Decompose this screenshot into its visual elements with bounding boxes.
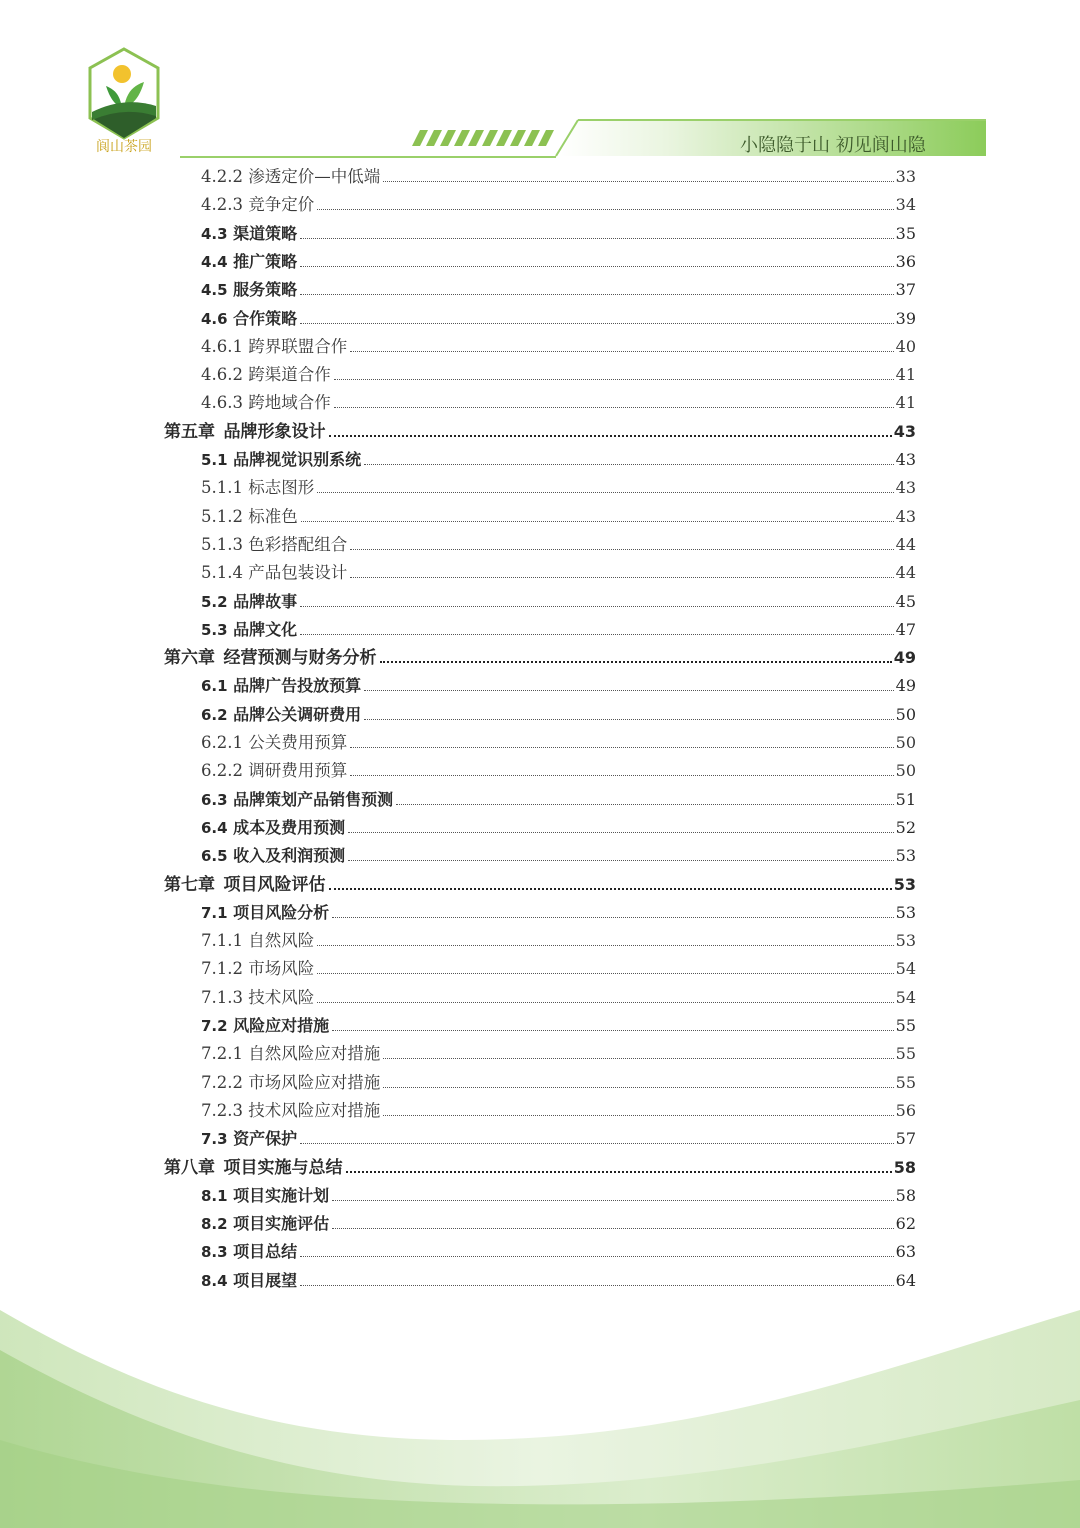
- toc-entry[interactable]: [201, 951, 916, 979]
- toc-entry-label: [201, 931, 315, 951]
- toc-entry[interactable]: [201, 782, 916, 810]
- toc-page-number: 39: [895, 308, 916, 328]
- toc-entry-title: 标准色: [248, 506, 298, 526]
- toc-entry-number: 4.4: [201, 252, 228, 271]
- toc-page-number: 36: [895, 251, 916, 271]
- toc-entry-number: 7.1.2: [201, 959, 243, 979]
- toc-entry-number: 6.4: [201, 818, 228, 837]
- toc-entry-number: 7.1.3: [201, 987, 243, 1007]
- toc-entry[interactable]: [201, 187, 916, 215]
- toc-leader-dots: [300, 605, 893, 607]
- toc-leader-dots: [396, 803, 893, 805]
- toc-entry-number: 4.6.3: [201, 393, 243, 413]
- toc-leader-dots: [334, 378, 894, 380]
- toc-entry-title: 竞争定价: [248, 195, 315, 215]
- toc-leader-dots: [300, 237, 893, 239]
- toc-page-number: 44: [895, 563, 916, 583]
- toc-leader-dots: [383, 180, 893, 182]
- toc-leader-dots: [334, 406, 894, 408]
- toc-leader-dots: [332, 1199, 893, 1201]
- toc-page-number: 53: [895, 846, 916, 866]
- toc-entry-label: [201, 252, 298, 272]
- toc-page-number: 43: [893, 421, 916, 441]
- toc-entry-number: 7.2: [201, 1017, 228, 1035]
- toc-entry[interactable]: [201, 499, 916, 527]
- toc-leader-dots: [350, 350, 893, 352]
- toc-leader-dots: [300, 1255, 893, 1257]
- toc-entry-title: 品牌视觉识别系统: [233, 450, 362, 469]
- toc-entry-title: 技术风险: [248, 987, 315, 1007]
- toc-entry-title: 风险应对措施: [233, 1016, 330, 1035]
- toc-page-number: 43: [895, 506, 916, 526]
- toc-leader-dots: [300, 293, 893, 295]
- toc-entry-label: [164, 422, 327, 442]
- toc-page-number: 57: [895, 1129, 916, 1149]
- toc-page-number: 49: [893, 648, 916, 668]
- toc-leader-dots: [317, 491, 893, 493]
- toc-leader-dots: [348, 831, 893, 833]
- toc-entry-label: [201, 195, 315, 215]
- toc-page-number: 43: [895, 478, 916, 498]
- toc-entry-label: [201, 1073, 381, 1093]
- toc-entry[interactable]: [201, 810, 916, 838]
- toc-entry-title: 技术风险应对措施: [248, 1100, 381, 1120]
- toc-leader-dots: [383, 1086, 893, 1088]
- toc-entry-label: [201, 959, 315, 979]
- toc-page-number: 44: [895, 534, 916, 554]
- toc-entry[interactable]: [201, 1093, 916, 1121]
- toc-leader-dots: [301, 520, 894, 522]
- toc-entry-title: 项目实施计划: [233, 1185, 330, 1205]
- toc-page-number: 33: [895, 167, 916, 186]
- toc-entry-label: [201, 733, 348, 753]
- toc-entry[interactable]: [201, 385, 916, 413]
- toc-entry[interactable]: [201, 923, 916, 951]
- toc-entry-label: [201, 1016, 330, 1036]
- toc-entry-label: [201, 620, 298, 640]
- toc-page-number: 55: [895, 1016, 916, 1035]
- toc-entry[interactable]: [201, 1234, 916, 1262]
- toc-entry-label: [201, 705, 362, 725]
- toc-entry[interactable]: [201, 1178, 916, 1206]
- toc-page-number: 64: [895, 1270, 916, 1290]
- toc-leader-dots: [350, 746, 893, 748]
- toc-leader-dots: [383, 1114, 893, 1116]
- toc-entry-title: 跨地域合作: [248, 393, 331, 413]
- toc-entry-number: 6.2.1: [201, 733, 243, 752]
- toc-entry[interactable]: [201, 470, 916, 498]
- toc-entry-title: 市场风险应对措施: [248, 1072, 381, 1092]
- toc-leader-dots: [317, 1001, 893, 1003]
- toc-page-number: 50: [895, 704, 916, 724]
- toc-leader-dots: [332, 1029, 893, 1031]
- toc-page-number: 49: [895, 676, 916, 696]
- toc-entry-number: 5.2: [201, 592, 228, 611]
- footer-wave-decoration: [0, 1290, 1080, 1528]
- toc-leader-dots: [317, 972, 893, 974]
- toc-entry-number: 4.3: [201, 224, 228, 243]
- toc-leader-dots: [329, 434, 892, 437]
- toc-page-number: 54: [895, 987, 916, 1007]
- toc-entry-title: 项目总结: [233, 1242, 298, 1262]
- toc-entry-number: 第八章: [164, 1157, 215, 1178]
- toc-entry[interactable]: [201, 216, 916, 244]
- toc-leader-dots: [300, 1142, 893, 1144]
- toc-page-number: 56: [895, 1100, 916, 1120]
- toc-entry-title: 自然风险: [248, 931, 315, 951]
- toc-entry[interactable]: [201, 329, 916, 357]
- toc-page-number: 52: [895, 817, 916, 837]
- toc-page-number: 55: [895, 1072, 916, 1092]
- toc-entry[interactable]: [201, 159, 916, 187]
- toc-page-number: 53: [895, 902, 916, 922]
- toc-entry[interactable]: [201, 753, 916, 781]
- toc-entry[interactable]: [201, 442, 916, 470]
- toc-page-number: 50: [895, 733, 916, 752]
- toc-entry-label: [201, 676, 362, 696]
- toc-page-number: 62: [895, 1214, 916, 1234]
- toc-entry-title: 品牌策划产品销售预测: [233, 789, 394, 809]
- toc-entry-number: 8.4: [201, 1271, 228, 1290]
- toc-entry[interactable]: [201, 301, 916, 329]
- toc-entry-label: [201, 167, 381, 187]
- toc-entry-label: [201, 1214, 330, 1234]
- toc-page-number: 34: [895, 195, 916, 215]
- toc-entry-label: [201, 224, 298, 244]
- toc-leader-dots: [317, 208, 893, 210]
- toc-entry[interactable]: [164, 1150, 916, 1178]
- toc-entry[interactable]: [201, 838, 916, 866]
- toc-entry-label: [201, 592, 298, 612]
- toc-entry-label: [201, 563, 348, 583]
- toc-entry-number: 8.2: [201, 1215, 228, 1234]
- toc-leader-dots: [380, 660, 892, 663]
- toc-entry-label: [201, 393, 332, 413]
- toc-entry-number: 5.1.4: [201, 563, 243, 583]
- toc-entry[interactable]: [201, 895, 916, 923]
- toc-entry-number: 4.2.2: [201, 167, 243, 186]
- toc-entry-title: 品牌文化: [233, 619, 298, 639]
- toc-page-number: 53: [895, 931, 916, 951]
- toc-entry-title: 品牌形象设计: [223, 421, 326, 442]
- toc-entry-label: [201, 1242, 298, 1262]
- toc-entry-title: 经营预测与财务分析: [223, 648, 377, 669]
- toc-entry-label: [201, 761, 348, 781]
- toc-entry[interactable]: [201, 1008, 916, 1036]
- toc-leader-dots: [364, 718, 893, 720]
- toc-entry-title: 项目实施评估: [233, 1214, 330, 1234]
- toc-entry-label: [201, 535, 348, 555]
- toc-entry-title: 调研费用预算: [248, 761, 348, 781]
- toc-entry-label: [164, 1158, 344, 1178]
- toc-page-number: 47: [895, 619, 916, 639]
- toc-entry-label: [201, 507, 299, 527]
- toc-entry-number: 5.1.3: [201, 534, 243, 554]
- toc-entry-title: 市场风险: [248, 959, 315, 979]
- toc-entry-number: 4.6.1: [201, 336, 243, 356]
- toc-leader-dots: [350, 774, 893, 776]
- toc-entry[interactable]: [201, 612, 916, 640]
- toc-entry-label: [201, 478, 315, 498]
- toc-page-number: 51: [895, 789, 916, 809]
- toc-page-number: 37: [895, 280, 916, 300]
- toc-leader-dots: [350, 548, 893, 550]
- toc-entry-title: 项目风险评估: [223, 874, 326, 895]
- logo-text: 阆山茶园: [96, 139, 152, 155]
- toc-entry[interactable]: [201, 584, 916, 612]
- toc-entry-number: 第七章: [164, 874, 215, 895]
- toc-entry[interactable]: [201, 1036, 916, 1064]
- toc-page-number: 55: [895, 1044, 916, 1064]
- toc-leader-dots: [300, 633, 893, 635]
- toc-entry-label: [201, 790, 394, 810]
- toc-entry-title: 色彩搭配组合: [248, 534, 348, 554]
- toc-entry-number: 4.6.2: [201, 365, 243, 385]
- toc-leader-dots: [332, 1227, 893, 1229]
- toc-page-number: 50: [895, 761, 916, 781]
- toc-entry-number: 4.2.3: [201, 195, 243, 215]
- toc-entry-label: [201, 903, 330, 923]
- toc-entry-label: [201, 1129, 298, 1149]
- toc-entry[interactable]: [164, 867, 916, 895]
- toc-entry-title: 公关费用预算: [248, 733, 348, 752]
- toc-page-number: 58: [895, 1185, 916, 1205]
- toc-entry-label: [201, 1044, 381, 1064]
- toc-entry-title: 标志图形: [248, 478, 315, 498]
- toc-entry-title: 渗透定价—中低端: [248, 167, 381, 186]
- toc-entry-label: [201, 309, 298, 329]
- toc-entry-title: 服务策略: [233, 280, 298, 300]
- toc-entry[interactable]: [201, 1065, 916, 1093]
- toc-entry-label: [201, 1186, 330, 1206]
- toc-page-number: 41: [895, 365, 916, 385]
- toc-page-number: 41: [895, 393, 916, 413]
- toc-entry-title: 跨界联盟合作: [248, 336, 348, 356]
- toc-entry-number: 8.3: [201, 1243, 228, 1262]
- toc-entry-number: 6.1: [201, 677, 228, 696]
- toc-page-number: 43: [895, 450, 916, 469]
- toc-entry-title: 品牌故事: [233, 591, 298, 611]
- toc-leader-dots: [317, 944, 893, 946]
- toc-entry-label: [201, 846, 346, 866]
- toc-entry-number: 4.6: [201, 309, 228, 328]
- toc-page-number: 45: [895, 591, 916, 611]
- toc-entry-title: 产品包装设计: [248, 563, 348, 583]
- toc-leader-dots: [329, 887, 892, 890]
- toc-entry-label: [201, 280, 298, 300]
- toc-entry-label: [201, 988, 315, 1008]
- toc-entry[interactable]: [201, 725, 916, 753]
- toc-entry-number: 6.2: [201, 705, 228, 724]
- toc-entry-number: 第六章: [164, 648, 215, 669]
- toc-leader-dots: [364, 689, 893, 691]
- toc-leader-dots: [348, 859, 893, 861]
- toc-entry[interactable]: [201, 555, 916, 583]
- toc-entry-label: [201, 1101, 381, 1121]
- toc-entry-label: [201, 365, 332, 385]
- toc-entry-number: 8.1: [201, 1186, 228, 1205]
- toc-entry[interactable]: [201, 357, 916, 385]
- toc-entry[interactable]: [201, 527, 916, 555]
- toc-entry-number: 7.3: [201, 1130, 228, 1149]
- toc-leader-dots: [350, 576, 893, 578]
- toc-entry-title: 合作策略: [233, 308, 298, 328]
- toc-page-number: 54: [895, 959, 916, 979]
- toc-entry-title: 资产保护: [233, 1129, 298, 1149]
- toc-entry-number: 7.2.1: [201, 1044, 243, 1064]
- toc-leader-dots: [300, 1284, 893, 1286]
- toc-entry-title: 项目展望: [233, 1270, 298, 1290]
- toc-entry[interactable]: [164, 640, 916, 668]
- toc-entry-number: 4.5: [201, 281, 228, 300]
- toc-entry-number: 5.1: [201, 451, 228, 469]
- toc-entry-number: 7.2.3: [201, 1100, 243, 1120]
- toc-entry[interactable]: [201, 1263, 916, 1291]
- toc-entry-title: 品牌广告投放预算: [233, 676, 362, 696]
- toc-entry-number: 第五章: [164, 421, 215, 442]
- toc-entry-number: 5.1.1: [201, 478, 243, 498]
- toc-leader-dots: [300, 322, 893, 324]
- toc-entry-title: 推广策略: [233, 251, 298, 271]
- toc-entry-label: [164, 648, 378, 668]
- toc-entry-title: 项目实施与总结: [223, 1157, 343, 1178]
- toc-entry-title: 项目风险分析: [233, 902, 330, 922]
- toc-entry-number: 5.3: [201, 620, 228, 639]
- toc-page-number: 40: [895, 336, 916, 356]
- toc-entry[interactable]: [201, 1121, 916, 1149]
- toc-entry[interactable]: [164, 414, 916, 442]
- toc-leader-dots: [300, 265, 893, 267]
- toc-entry-title: 渠道策略: [233, 223, 298, 243]
- toc-entry-label: [164, 875, 327, 895]
- toc-entry-number: 7.2.2: [201, 1072, 243, 1092]
- toc-entry-number: 6.2.2: [201, 761, 243, 781]
- toc-entry[interactable]: [201, 272, 916, 300]
- toc-entry-number: 7.1: [201, 903, 228, 922]
- toc-entry-title: 跨渠道合作: [248, 365, 331, 385]
- toc-leader-dots: [364, 463, 893, 465]
- toc-page-number: 35: [895, 223, 916, 243]
- toc-entry-number: 6.3: [201, 790, 228, 809]
- toc-leader-dots: [383, 1057, 893, 1059]
- toc-entry-label: [201, 1271, 298, 1291]
- toc-entry-label: [201, 337, 348, 357]
- toc-entry[interactable]: [201, 244, 916, 272]
- toc-page-number: 58: [893, 1157, 916, 1177]
- toc-leader-dots: [346, 1170, 892, 1173]
- toc-entry-title: 收入及利润预测: [233, 846, 346, 866]
- toc-entry-number: 6.5: [201, 847, 228, 866]
- toc-leader-dots: [332, 916, 893, 918]
- toc-page-number: 63: [895, 1242, 916, 1262]
- toc-entry-number: 5.1.2: [201, 506, 243, 526]
- header-slogan: 小隐隐于山 初见阆山隐: [740, 135, 926, 156]
- toc-entry-label: [201, 450, 362, 470]
- toc-entry-title: 品牌公关调研费用: [233, 704, 362, 724]
- toc-entry[interactable]: [201, 697, 916, 725]
- toc-entry-label: [201, 818, 346, 838]
- toc-entry[interactable]: [201, 980, 916, 1008]
- toc-entry[interactable]: [201, 1206, 916, 1234]
- toc-page-number: 53: [893, 874, 916, 894]
- toc-entry[interactable]: [201, 668, 916, 696]
- toc-entry-title: 自然风险应对措施: [248, 1044, 381, 1064]
- toc-entry-title: 成本及费用预测: [233, 817, 346, 837]
- toc-entry-number: 7.1.1: [201, 931, 243, 951]
